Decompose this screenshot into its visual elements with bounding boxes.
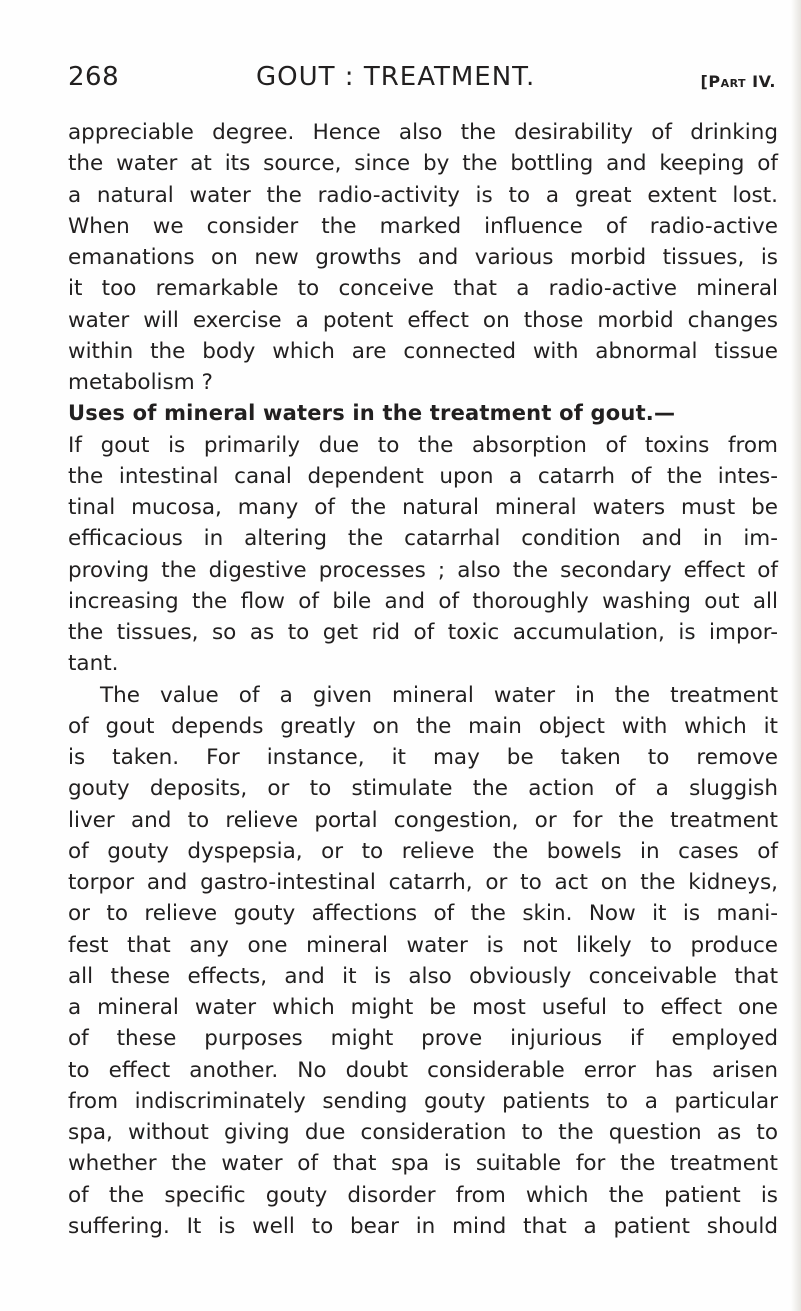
text-line: appreciable degree. Hence also the desirability of drinking <box>68 120 778 145</box>
body-text <box>68 117 778 1242</box>
text-line: water will exercise a potent effect on those morbid changes <box>68 307 778 333</box>
page-edge-shadow <box>791 0 801 1311</box>
text-line: torpor and gastro-intestinal catarrh, or to act on the kidneys, <box>68 870 778 895</box>
text-line: increasing the flow of bile and of thoroughly washing out all <box>68 588 778 614</box>
text-line: to effect another. No doubt considerable error has arisen <box>68 1057 778 1083</box>
text-line: emanations on new growths and various morbid tissues, is <box>68 245 778 270</box>
text-line: is taken. For instance, it may be taken to remove <box>68 745 778 770</box>
text-line: spa, without giving due consideration to the question as to <box>68 1120 778 1145</box>
paragraph-radio-activity <box>68 117 778 398</box>
text-line: When we consider the marked influence of radio-active <box>68 213 778 239</box>
text-line: tant. <box>68 651 119 677</box>
text-line: suffering. It is well to bear in mind that a patient should <box>68 1213 778 1239</box>
running-title: GOUT : TREATMENT. <box>256 62 536 92</box>
text-line: a natural water the radio-activity is to a great extent lost. <box>68 182 778 208</box>
running-head <box>68 62 776 102</box>
text-line: efficacious in altering the catarrhal condition and in im- <box>68 526 778 552</box>
text-line: proving the digestive processes ; also the secondary effect of <box>68 557 778 583</box>
page-number: 268 <box>68 62 120 92</box>
text-line: metabolism ? <box>68 370 213 395</box>
text-line: the water at its source, since by the bottling and keeping of <box>68 151 778 177</box>
text-line: a mineral water which might be most useful to effect one <box>68 995 778 1020</box>
text-line: The value of a given mineral water in the treatment <box>100 682 778 708</box>
section-heading: Uses of mineral waters in the treatment of gout.— <box>68 401 676 426</box>
text-line: it too remarkable to conceive that a radio-active mineral <box>68 276 778 302</box>
text-line: gouty deposits, or to stimulate the action of a sluggish <box>68 776 778 802</box>
text-line: of the specific gouty disorder from which the patient is <box>68 1182 778 1208</box>
text-line: If gout is primarily due to the absorption of toxins from <box>68 432 778 458</box>
paragraph-uses-of-mineral-waters <box>68 430 778 680</box>
text-line: liver and to relieve portal congestion, or for the treatment <box>68 807 778 833</box>
section-heading-line <box>68 398 778 429</box>
text-line: of gouty dyspepsia, or to relieve the bowels in cases of <box>68 838 778 864</box>
text-line: the intestinal canal dependent upon a catarrh of the intes- <box>68 463 778 489</box>
text-line: tinal mucosa, many of the natural mineral waters must be <box>68 495 778 520</box>
text-line: the tissues, so as to get rid of toxic accumulation, is impor- <box>68 620 778 645</box>
part-label: [Part IV. <box>700 72 776 91</box>
text-line: within the body which are connected with abnormal tissue <box>68 338 778 364</box>
text-line: whether the water of that spa is suitable for the treatment <box>68 1151 778 1177</box>
text-line: of these purposes might prove injurious if employed <box>68 1026 778 1052</box>
text-line: or to relieve gouty affections of the skin. Now it is mani- <box>68 901 778 927</box>
text-line: fest that any one mineral water is not likely to produce <box>68 932 778 958</box>
paragraph-value-of-mineral-water <box>68 680 778 1243</box>
text-line: all these effects, and it is also obviously conceivable that <box>68 963 778 989</box>
text-line: from indiscriminately sending gouty patients to a particular <box>68 1088 778 1114</box>
text-line: of gout depends greatly on the main object with which it <box>68 713 778 739</box>
